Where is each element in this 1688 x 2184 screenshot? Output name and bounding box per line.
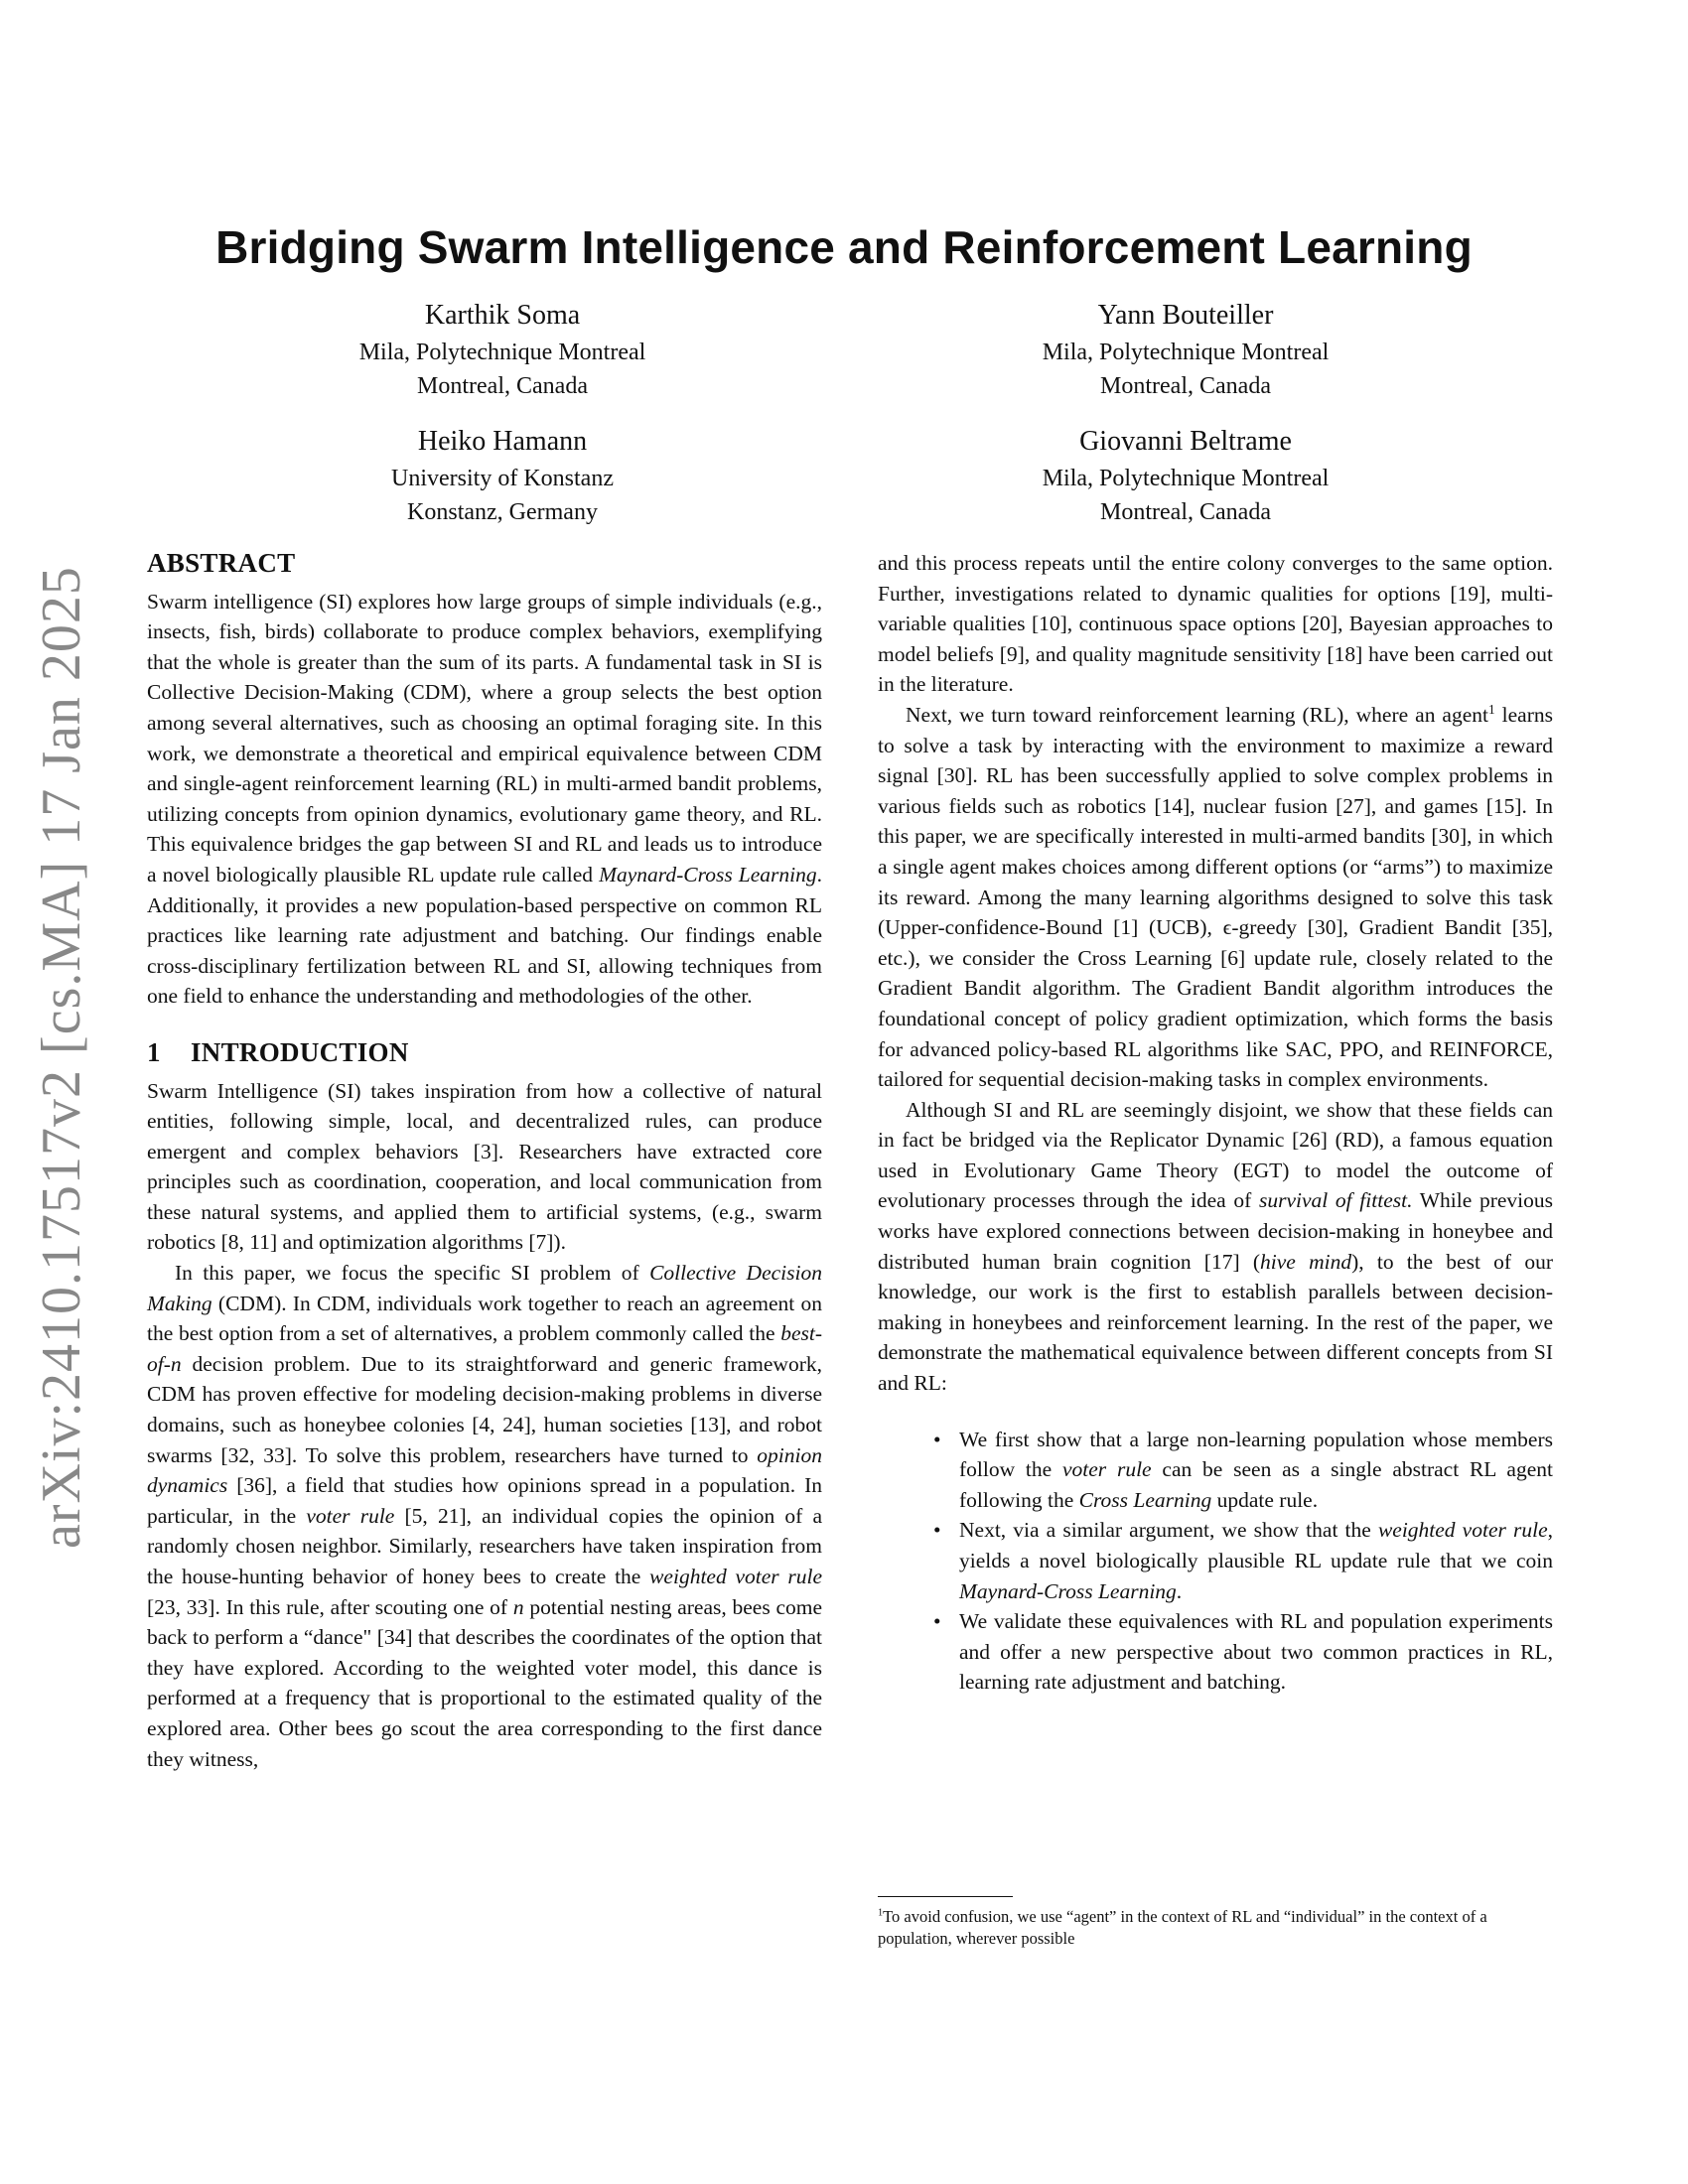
author-location: Montreal, Canada	[1100, 373, 1271, 399]
bullet-icon: •	[933, 1518, 941, 1543]
section-title: INTRODUCTION	[191, 1036, 409, 1067]
section-heading-introduction	[147, 1037, 822, 1068]
bullet-icon: •	[933, 1427, 941, 1451]
intro-paragraph: and this process repeats until the entire colony converges to the same option. Further, investigations related to dynamic qualities for options [19], multi-variable qualities [10], continuous space options [20], Bayesian approaches to model beliefs [9], and quality magnitude sensitivity [18] have been carried out in the literature.	[878, 551, 1553, 697]
author-affiliation: Mila, Polytechnique Montreal	[1042, 340, 1330, 365]
author-block	[908, 296, 1464, 403]
author-block	[224, 422, 780, 529]
intro-paragraph: Although SI and RL are seemingly disjoint, we show that these fields can in fact be bridged via the Replicator Dynamic [26] (RD), a famous equation used in Evolutionary Game Theory (EGT) to model the outcome of evolutionary processes through the idea of survival of fittest. While previous works have explored connections between decision-making in honeybee and distributed human brain cognition [17] (hive mind), to the best of our knowledge, our work is the first to establish parallels between decision-making in honeybees and reinforcement learning. In the rest of the paper, we demonstrate the mathematical equivalence between different concepts from SI and RL:	[878, 1097, 1554, 1396]
list-item: • We first show that a large non-learning population whose members follow the voter rule can be seen as a single abstract RL agent following the Cross Learning update rule.	[959, 1425, 1553, 1516]
intro-paragraph: Next, we turn toward reinforcement learning (RL), where an agent$^1$ learns to solve a task by interacting with the environment to maximize a reward signal [30]. RL has been successfully applied to solve complex problems in various fields such as robotics [14], nuclear fusion [27], and games [15]. In this paper, we are specifically interested in multi-armed bandits [30], in which a single agent makes choices among different options (or “arms”) to maximize its reward. Among the many learning algorithms designed to solve this task (Upper-confidence-Bound [1] (UCB), ϵ-greedy [30], Gradient Bandit [35], etc.), we consider the Cross Learning [6] update rule, closely related to the Gradient Bandit algorithm. The Gradient Bandit algorithm introduces the foundational concept of policy gradient optimization, which forms the basis for advanced policy-based RL algorithms like SAC, PPO, and REINFORCE, tailored for sequential decision-making tasks in complex environments.	[878, 701, 1553, 1092]
author-location: Montreal, Canada	[1100, 499, 1271, 525]
author-block	[224, 296, 780, 403]
author-location: Konstanz, Germany	[407, 499, 598, 525]
author-affiliation: Mila, Polytechnique Montreal	[358, 340, 646, 365]
list-item: • Next, via a similar argument, we show that the weighted voter rule, yields a novel biologically plausible RL update rule that we coin Maynard-Cross Learning.	[959, 1515, 1553, 1606]
abstract-heading: ABSTRACT	[147, 548, 296, 578]
author-name: Heiko Hamann	[417, 426, 588, 457]
footnote-text: To avoid confusion, we use “agent” in the context of RL and “individual” in the context of a population, wherever possible	[878, 1907, 1487, 1948]
author-block	[908, 422, 1464, 529]
intro-paragraph: In this paper, we focus the specific SI problem of Collective Decision Making (CDM). In CDM, individuals work together to reach an agreement on the best option from a set of alternatives, a problem commonly called the best-of-n decision problem. Due to its straightforward and generic framework, CDM has proven effective for modeling decision-making problems in diverse domains, such as honeybee colonies [4, 24], human societies [13], and robot swarms [32, 33]. To solve this problem, researchers have turned to opinion dynamics [36], a field that studies how opinions spread in a population. In particular, in the voter rule [5, 21], an individual copies the opinion of a randomly chosen neighbor. Similarly, researchers have taken inspiration from the house-hunting behavior of honey bees to create the weighted voter rule [23, 33]. In this rule, after scouting one of n potential nesting areas, bees come back to perform a “dance" [34] that describes the coordinates of the option that they have explored. According to the weighted voter model, this dance is performed at a frequency that is proportional to the estimated quality of the explored area. Other bees go scout the area corresponding to the first dance they witness,	[147, 1261, 823, 1771]
section-number: 1	[147, 1036, 161, 1067]
author-name: Giovanni Beltrame	[1079, 426, 1292, 457]
right-column	[878, 548, 1553, 1698]
footnote-number: 1	[878, 1907, 884, 1919]
intro-paragraph: Swarm Intelligence (SI) takes inspiration from how a collective of natural entities, following simple, local, and decentralized rules, can produce emergent and complex behaviors [3]. Researchers have extracted core principles such as coordination, cooperation, and local communication from these natural systems, and applied them to artificial systems, (e.g., swarm robotics [8, 11] and optimization algorithms [7]).	[147, 1078, 822, 1255]
author-name: Karthik Soma	[424, 300, 581, 331]
author-location: Montreal, Canada	[417, 373, 588, 399]
bullet-icon: •	[933, 1609, 941, 1634]
paper-title: Bridging Swarm Intelligence and Reinforcement Learning	[215, 221, 1473, 273]
author-affiliation: Mila, Polytechnique Montreal	[1042, 466, 1330, 491]
contributions-list	[878, 1425, 1553, 1698]
footnote-marker[interactable]: 1	[1488, 701, 1495, 717]
footnote-divider	[878, 1896, 1013, 1897]
list-item: • We validate these equivalences with RL and population experiments and offer a new perspective about two common practices in RL, learning rate adjustment and batching.	[959, 1606, 1553, 1698]
author-affiliation: University of Konstanz	[391, 466, 614, 491]
footnote	[878, 1906, 1553, 1950]
left-column	[147, 548, 822, 1774]
author-name: Yann Bouteiller	[1097, 300, 1274, 331]
abstract-text: Swarm intelligence (SI) explores how large groups of simple individuals (e.g., insects, fish, birds) collaborate to produce complex behaviors, exemplifying that the whole is greater than the sum of its parts. A fundamental task in SI is Collective Decision-Making (CDM), where a group selects the best option among several alternatives, such as choosing an optimal foraging site. In this work, we demonstrate a theoretical and empirical equivalence between CDM and single-agent reinforcement learning (RL) in multi-armed bandit problems, utilizing concepts from opinion dynamics, evolutionary game theory, and RL. This equivalence bridges the gap between SI and RL and leads us to introduce a novel biologically plausible RL update rule called Maynard-Cross Learning. Additionally, it provides a new population-based perspective on common RL practices like learning rate adjustment and batching. Our findings enable cross-disciplinary fertilization between RL and SI, allowing techniques from one field to enhance the understanding and methodologies of the other.	[147, 589, 822, 1009]
arxiv-identifier-stamp: arXiv:2410.17517v2 [cs.MA] 17 Jan 2025	[31, 566, 92, 1549]
